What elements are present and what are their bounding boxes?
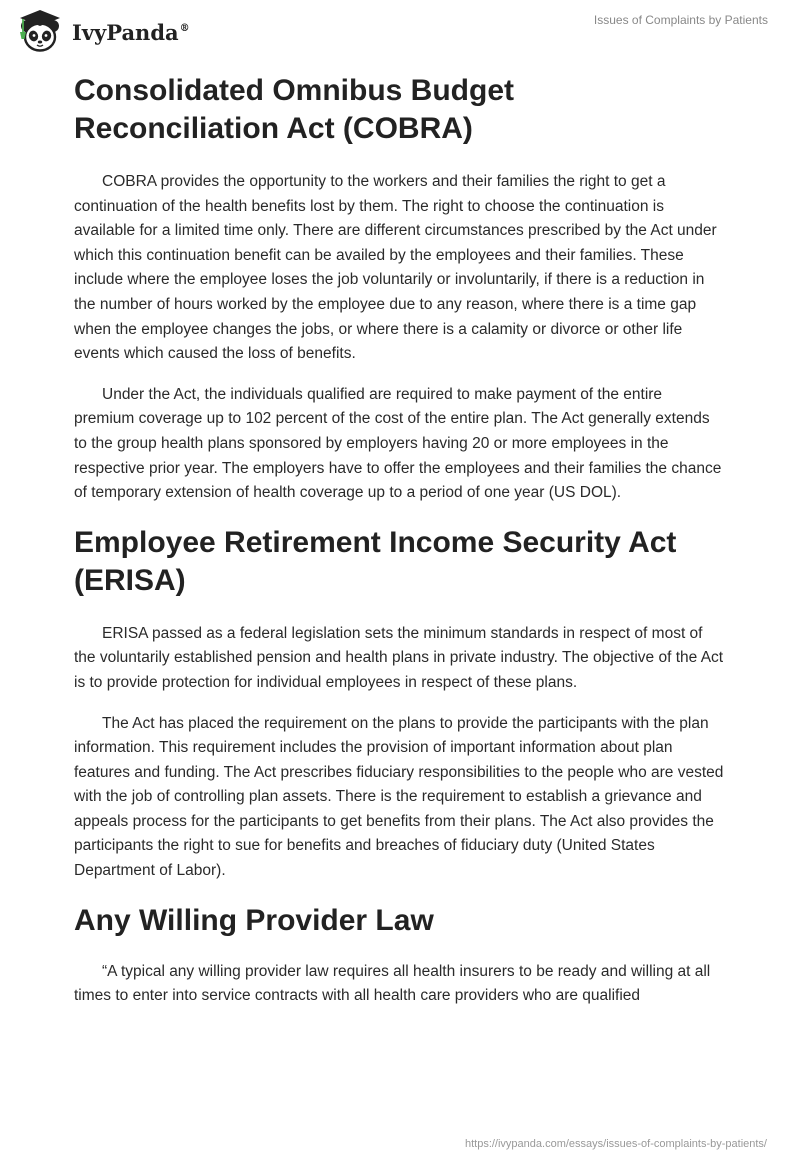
section-heading-any-willing-provider: Any Willing Provider Law (74, 903, 434, 937)
article-body (74, 72, 726, 1025)
paragraph: Under the Act, the individuals qualified are required to make payment of the entire premium coverage up to 102 percent of the cost of the entire plan. The Act generally extends to the group health plans sponsored by employers having 20 or more employees in the respective prior year. The employers have to offer the employees and their families the chance of temporary extension of health coverage up to a period of one year (US DOL). (74, 385, 722, 502)
ivypanda-logo[interactable] (14, 8, 190, 54)
paragraph: ERISA passed as a federal legislation sets the minimum standards in respect of most of the voluntarily established pension and health plans in private industry. The objective of the Act is to provide protection for individual employees in respect of these plans. (74, 624, 724, 691)
paragraph: COBRA provides the opportunity to the workers and their families the right to get a continuation of the health benefits lost by them. The right to choose the continuation is available for a limited time only. There are different circumstances prescribed by the Act under which this continuation benefit can be availed by the employees and their families. These include where the employee loses the job voluntarily or involuntarily, if there is a reduction in the number of hours worked by the employee due to any reason, where there is a time gap when the employee changes the jobs, or where there is a calamity or divorce or other life events which caused the loss of benefits. (74, 173, 717, 363)
page-header (0, 0, 800, 60)
paragraph: The Act has placed the requirement on the plans to provide the participants with the plan information. This requirement includes the provision of important information about plan features and funding. The Act prescribes fiduciary responsibilities to the people who are vested with the job of controlling plan assets. There is the requirement to establish a grievance and appeals process for the participants to get benefits from their plans. The Act also provides the participants the right to sue for benefits and breaches of fiduciary duty (United States Department of Labor). (74, 714, 724, 880)
source-url[interactable]: https://ivypanda.com/essays/issues-of-complaints-by-patients/ (464, 1138, 767, 1150)
paragraph: “A typical any willing provider law requires all health insurers to be ready and willing at all times to enter into service contracts with all health care providers who are qualified (74, 962, 711, 1005)
section-heading-cobra: Consolidated Omnibus Budget Reconciliation Act (COBRA) (74, 74, 514, 145)
document-title: Issues of Complaints by Patients (593, 13, 768, 27)
brand-name: IvyPanda® (72, 19, 190, 45)
panda-graduation-cap-icon (14, 8, 66, 54)
section-heading-erisa: Employee Retirement Income Security Act (ERISA) (74, 525, 677, 597)
